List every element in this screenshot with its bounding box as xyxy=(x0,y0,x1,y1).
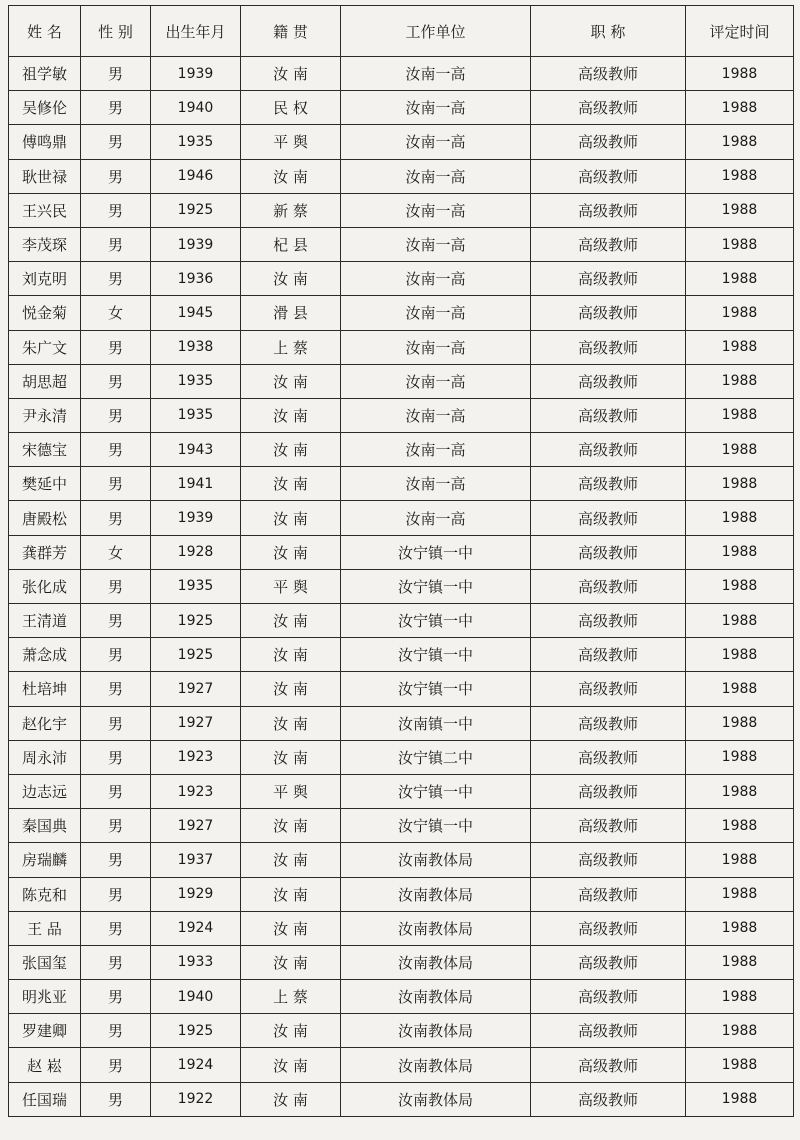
cell-birth-year: 1925 xyxy=(151,1014,241,1048)
cell-name: 唐殿松 xyxy=(9,501,81,535)
cell-birth-year: 1925 xyxy=(151,638,241,672)
cell-birth-year: 1927 xyxy=(151,809,241,843)
cell-title: 高级教师 xyxy=(531,809,686,843)
cell-title: 高级教师 xyxy=(531,672,686,706)
cell-title: 高级教师 xyxy=(531,980,686,1014)
cell-work-unit: 汝南一高 xyxy=(341,193,531,227)
cell-evaluation-date: 1988 xyxy=(686,945,794,979)
cell-evaluation-date: 1988 xyxy=(686,501,794,535)
cell-sex: 男 xyxy=(81,980,151,1014)
cell-title: 高级教师 xyxy=(531,227,686,261)
cell-birth-year: 1940 xyxy=(151,91,241,125)
cell-native-place: 汝 南 xyxy=(241,809,341,843)
cell-sex: 男 xyxy=(81,433,151,467)
cell-birth-year: 1927 xyxy=(151,706,241,740)
cell-evaluation-date: 1988 xyxy=(686,57,794,91)
cell-evaluation-date: 1988 xyxy=(686,774,794,808)
cell-evaluation-date: 1988 xyxy=(686,706,794,740)
cell-title: 高级教师 xyxy=(531,125,686,159)
cell-sex: 男 xyxy=(81,638,151,672)
cell-title: 高级教师 xyxy=(531,638,686,672)
cell-name: 任国瑞 xyxy=(9,1082,81,1116)
table-row xyxy=(9,193,794,227)
table-row xyxy=(9,125,794,159)
cell-evaluation-date: 1988 xyxy=(686,125,794,159)
table-row xyxy=(9,980,794,1014)
cell-birth-year: 1923 xyxy=(151,774,241,808)
cell-evaluation-date: 1988 xyxy=(686,638,794,672)
cell-name: 边志远 xyxy=(9,774,81,808)
cell-title: 高级教师 xyxy=(531,945,686,979)
table-row xyxy=(9,569,794,603)
header-work-unit: 工作单位 xyxy=(341,6,531,57)
cell-title: 高级教师 xyxy=(531,1014,686,1048)
cell-sex: 男 xyxy=(81,501,151,535)
cell-name: 吴修伦 xyxy=(9,91,81,125)
table-row xyxy=(9,91,794,125)
cell-work-unit: 汝南教体局 xyxy=(341,1082,531,1116)
cell-title: 高级教师 xyxy=(531,604,686,638)
cell-birth-year: 1945 xyxy=(151,296,241,330)
cell-evaluation-date: 1988 xyxy=(686,877,794,911)
cell-sex: 男 xyxy=(81,706,151,740)
cell-evaluation-date: 1988 xyxy=(686,159,794,193)
cell-work-unit: 汝南教体局 xyxy=(341,911,531,945)
cell-work-unit: 汝南一高 xyxy=(341,227,531,261)
cell-native-place: 汝 南 xyxy=(241,911,341,945)
header-title: 职 称 xyxy=(531,6,686,57)
cell-birth-year: 1929 xyxy=(151,877,241,911)
cell-sex: 男 xyxy=(81,1048,151,1082)
cell-title: 高级教师 xyxy=(531,1048,686,1082)
cell-birth-year: 1939 xyxy=(151,57,241,91)
cell-evaluation-date: 1988 xyxy=(686,193,794,227)
cell-native-place: 汝 南 xyxy=(241,672,341,706)
cell-evaluation-date: 1988 xyxy=(686,364,794,398)
cell-name: 王清道 xyxy=(9,604,81,638)
cell-evaluation-date: 1988 xyxy=(686,569,794,603)
table-row xyxy=(9,1048,794,1082)
cell-name: 秦国典 xyxy=(9,809,81,843)
cell-birth-year: 1935 xyxy=(151,364,241,398)
cell-sex: 男 xyxy=(81,672,151,706)
cell-title: 高级教师 xyxy=(531,569,686,603)
cell-native-place: 汝 南 xyxy=(241,57,341,91)
cell-evaluation-date: 1988 xyxy=(686,330,794,364)
cell-work-unit: 汝南教体局 xyxy=(341,843,531,877)
cell-work-unit: 汝南教体局 xyxy=(341,980,531,1014)
cell-native-place: 新 蔡 xyxy=(241,193,341,227)
cell-birth-year: 1933 xyxy=(151,945,241,979)
cell-evaluation-date: 1988 xyxy=(686,843,794,877)
cell-name: 周永沛 xyxy=(9,740,81,774)
cell-title: 高级教师 xyxy=(531,330,686,364)
table-row xyxy=(9,227,794,261)
cell-work-unit: 汝宁镇一中 xyxy=(341,672,531,706)
cell-evaluation-date: 1988 xyxy=(686,604,794,638)
cell-native-place: 汝 南 xyxy=(241,535,341,569)
cell-evaluation-date: 1988 xyxy=(686,296,794,330)
cell-native-place: 汝 南 xyxy=(241,159,341,193)
cell-name: 萧念成 xyxy=(9,638,81,672)
cell-native-place: 平 舆 xyxy=(241,569,341,603)
cell-native-place: 汝 南 xyxy=(241,433,341,467)
table-row xyxy=(9,706,794,740)
cell-name: 赵 崧 xyxy=(9,1048,81,1082)
cell-sex: 男 xyxy=(81,1082,151,1116)
cell-work-unit: 汝南一高 xyxy=(341,467,531,501)
cell-evaluation-date: 1988 xyxy=(686,227,794,261)
table-row xyxy=(9,1082,794,1116)
cell-evaluation-date: 1988 xyxy=(686,980,794,1014)
cell-work-unit: 汝宁镇一中 xyxy=(341,569,531,603)
table-row xyxy=(9,638,794,672)
cell-native-place: 平 舆 xyxy=(241,125,341,159)
cell-birth-year: 1946 xyxy=(151,159,241,193)
cell-native-place: 汝 南 xyxy=(241,364,341,398)
cell-native-place: 汝 南 xyxy=(241,843,341,877)
cell-birth-year: 1928 xyxy=(151,535,241,569)
cell-birth-year: 1924 xyxy=(151,1048,241,1082)
cell-name: 樊延中 xyxy=(9,467,81,501)
cell-sex: 男 xyxy=(81,740,151,774)
cell-birth-year: 1935 xyxy=(151,125,241,159)
cell-evaluation-date: 1988 xyxy=(686,535,794,569)
cell-title: 高级教师 xyxy=(531,57,686,91)
cell-birth-year: 1923 xyxy=(151,740,241,774)
cell-name: 李茂琛 xyxy=(9,227,81,261)
header-birth-year: 出生年月 xyxy=(151,6,241,57)
header-sex: 性 别 xyxy=(81,6,151,57)
cell-evaluation-date: 1988 xyxy=(686,262,794,296)
cell-name: 刘克明 xyxy=(9,262,81,296)
cell-evaluation-date: 1988 xyxy=(686,398,794,432)
table-row xyxy=(9,774,794,808)
cell-work-unit: 汝南一高 xyxy=(341,159,531,193)
cell-birth-year: 1922 xyxy=(151,1082,241,1116)
cell-sex: 女 xyxy=(81,535,151,569)
cell-evaluation-date: 1988 xyxy=(686,1048,794,1082)
cell-name: 房瑞麟 xyxy=(9,843,81,877)
table-row xyxy=(9,159,794,193)
cell-name: 龚群芳 xyxy=(9,535,81,569)
cell-sex: 男 xyxy=(81,809,151,843)
table-row xyxy=(9,877,794,911)
cell-title: 高级教师 xyxy=(531,159,686,193)
cell-native-place: 汝 南 xyxy=(241,501,341,535)
table-row xyxy=(9,398,794,432)
table-row xyxy=(9,330,794,364)
cell-native-place: 汝 南 xyxy=(241,467,341,501)
table-row xyxy=(9,296,794,330)
table-row xyxy=(9,364,794,398)
table-row xyxy=(9,467,794,501)
cell-evaluation-date: 1988 xyxy=(686,1014,794,1048)
cell-evaluation-date: 1988 xyxy=(686,433,794,467)
cell-native-place: 汝 南 xyxy=(241,604,341,638)
cell-work-unit: 汝宁镇二中 xyxy=(341,740,531,774)
cell-native-place: 汝 南 xyxy=(241,262,341,296)
table-row xyxy=(9,262,794,296)
cell-title: 高级教师 xyxy=(531,433,686,467)
cell-name: 尹永清 xyxy=(9,398,81,432)
cell-native-place: 汝 南 xyxy=(241,398,341,432)
cell-name: 胡思超 xyxy=(9,364,81,398)
cell-name: 罗建卿 xyxy=(9,1014,81,1048)
cell-title: 高级教师 xyxy=(531,843,686,877)
cell-sex: 男 xyxy=(81,398,151,432)
table-row xyxy=(9,945,794,979)
cell-work-unit: 汝宁镇一中 xyxy=(341,809,531,843)
cell-work-unit: 汝南教体局 xyxy=(341,877,531,911)
table-row xyxy=(9,672,794,706)
cell-title: 高级教师 xyxy=(531,398,686,432)
cell-evaluation-date: 1988 xyxy=(686,91,794,125)
cell-birth-year: 1927 xyxy=(151,672,241,706)
cell-native-place: 汝 南 xyxy=(241,638,341,672)
cell-name: 祖学敏 xyxy=(9,57,81,91)
table-row xyxy=(9,57,794,91)
cell-work-unit: 汝南一高 xyxy=(341,501,531,535)
cell-sex: 男 xyxy=(81,159,151,193)
cell-title: 高级教师 xyxy=(531,740,686,774)
cell-sex: 男 xyxy=(81,569,151,603)
cell-work-unit: 汝宁镇一中 xyxy=(341,638,531,672)
cell-birth-year: 1935 xyxy=(151,569,241,603)
cell-native-place: 汝 南 xyxy=(241,1048,341,1082)
cell-sex: 男 xyxy=(81,877,151,911)
cell-native-place: 滑 县 xyxy=(241,296,341,330)
table-row xyxy=(9,843,794,877)
cell-name: 明兆亚 xyxy=(9,980,81,1014)
cell-title: 高级教师 xyxy=(531,1082,686,1116)
cell-sex: 男 xyxy=(81,262,151,296)
cell-name: 张化成 xyxy=(9,569,81,603)
cell-native-place: 汝 南 xyxy=(241,945,341,979)
table-row xyxy=(9,1014,794,1048)
cell-sex: 男 xyxy=(81,467,151,501)
cell-title: 高级教师 xyxy=(531,535,686,569)
cell-name: 宋德宝 xyxy=(9,433,81,467)
cell-work-unit: 汝南一高 xyxy=(341,296,531,330)
table-row xyxy=(9,604,794,638)
cell-sex: 男 xyxy=(81,604,151,638)
cell-title: 高级教师 xyxy=(531,774,686,808)
cell-title: 高级教师 xyxy=(531,193,686,227)
cell-name: 张国玺 xyxy=(9,945,81,979)
cell-sex: 男 xyxy=(81,125,151,159)
cell-birth-year: 1941 xyxy=(151,467,241,501)
table-row xyxy=(9,501,794,535)
cell-work-unit: 汝南教体局 xyxy=(341,945,531,979)
cell-birth-year: 1940 xyxy=(151,980,241,1014)
table-row xyxy=(9,740,794,774)
cell-sex: 男 xyxy=(81,843,151,877)
cell-work-unit: 汝南一高 xyxy=(341,433,531,467)
cell-title: 高级教师 xyxy=(531,706,686,740)
cell-evaluation-date: 1988 xyxy=(686,1082,794,1116)
cell-sex: 男 xyxy=(81,364,151,398)
cell-native-place: 汝 南 xyxy=(241,740,341,774)
cell-native-place: 民 权 xyxy=(241,91,341,125)
cell-work-unit: 汝南一高 xyxy=(341,364,531,398)
cell-native-place: 汝 南 xyxy=(241,877,341,911)
cell-birth-year: 1939 xyxy=(151,501,241,535)
cell-name: 王 品 xyxy=(9,911,81,945)
cell-work-unit: 汝南镇一中 xyxy=(341,706,531,740)
cell-birth-year: 1937 xyxy=(151,843,241,877)
cell-work-unit: 汝南教体局 xyxy=(341,1014,531,1048)
cell-evaluation-date: 1988 xyxy=(686,672,794,706)
teacher-roster-table xyxy=(8,5,794,1117)
cell-title: 高级教师 xyxy=(531,91,686,125)
cell-sex: 女 xyxy=(81,296,151,330)
cell-sex: 男 xyxy=(81,193,151,227)
cell-native-place: 汝 南 xyxy=(241,1082,341,1116)
cell-native-place: 上 蔡 xyxy=(241,980,341,1014)
cell-sex: 男 xyxy=(81,227,151,261)
cell-evaluation-date: 1988 xyxy=(686,740,794,774)
cell-work-unit: 汝南一高 xyxy=(341,125,531,159)
header-native-place: 籍 贯 xyxy=(241,6,341,57)
table-row xyxy=(9,535,794,569)
table-row xyxy=(9,433,794,467)
cell-native-place: 汝 南 xyxy=(241,706,341,740)
cell-native-place: 上 蔡 xyxy=(241,330,341,364)
cell-work-unit: 汝南一高 xyxy=(341,262,531,296)
cell-title: 高级教师 xyxy=(531,911,686,945)
cell-sex: 男 xyxy=(81,911,151,945)
cell-sex: 男 xyxy=(81,57,151,91)
cell-name: 陈克和 xyxy=(9,877,81,911)
cell-sex: 男 xyxy=(81,945,151,979)
header-name: 姓 名 xyxy=(9,6,81,57)
cell-title: 高级教师 xyxy=(531,296,686,330)
cell-title: 高级教师 xyxy=(531,501,686,535)
cell-title: 高级教师 xyxy=(531,364,686,398)
cell-name: 耿世禄 xyxy=(9,159,81,193)
cell-name: 悦金菊 xyxy=(9,296,81,330)
cell-birth-year: 1943 xyxy=(151,433,241,467)
cell-sex: 男 xyxy=(81,330,151,364)
cell-work-unit: 汝南一高 xyxy=(341,398,531,432)
cell-birth-year: 1925 xyxy=(151,604,241,638)
table-row xyxy=(9,809,794,843)
table-row xyxy=(9,911,794,945)
header-evaluation-date: 评定时间 xyxy=(686,6,794,57)
header-row xyxy=(9,6,794,57)
cell-sex: 男 xyxy=(81,774,151,808)
cell-title: 高级教师 xyxy=(531,877,686,911)
cell-birth-year: 1924 xyxy=(151,911,241,945)
cell-birth-year: 1938 xyxy=(151,330,241,364)
cell-birth-year: 1936 xyxy=(151,262,241,296)
cell-work-unit: 汝南一高 xyxy=(341,91,531,125)
cell-evaluation-date: 1988 xyxy=(686,467,794,501)
cell-native-place: 平 舆 xyxy=(241,774,341,808)
cell-native-place: 汝 南 xyxy=(241,1014,341,1048)
cell-work-unit: 汝宁镇一中 xyxy=(341,604,531,638)
cell-work-unit: 汝南一高 xyxy=(341,330,531,364)
cell-work-unit: 汝宁镇一中 xyxy=(341,535,531,569)
cell-work-unit: 汝宁镇一中 xyxy=(341,774,531,808)
cell-sex: 男 xyxy=(81,91,151,125)
cell-sex: 男 xyxy=(81,1014,151,1048)
cell-birth-year: 1935 xyxy=(151,398,241,432)
cell-work-unit: 汝南一高 xyxy=(341,57,531,91)
cell-birth-year: 1925 xyxy=(151,193,241,227)
cell-title: 高级教师 xyxy=(531,467,686,501)
cell-name: 朱广文 xyxy=(9,330,81,364)
cell-name: 赵化宇 xyxy=(9,706,81,740)
cell-title: 高级教师 xyxy=(531,262,686,296)
cell-native-place: 杞 县 xyxy=(241,227,341,261)
cell-birth-year: 1939 xyxy=(151,227,241,261)
cell-name: 傅鸣鼎 xyxy=(9,125,81,159)
cell-name: 杜培坤 xyxy=(9,672,81,706)
cell-work-unit: 汝南教体局 xyxy=(341,1048,531,1082)
cell-name: 王兴民 xyxy=(9,193,81,227)
cell-evaluation-date: 1988 xyxy=(686,809,794,843)
cell-evaluation-date: 1988 xyxy=(686,911,794,945)
